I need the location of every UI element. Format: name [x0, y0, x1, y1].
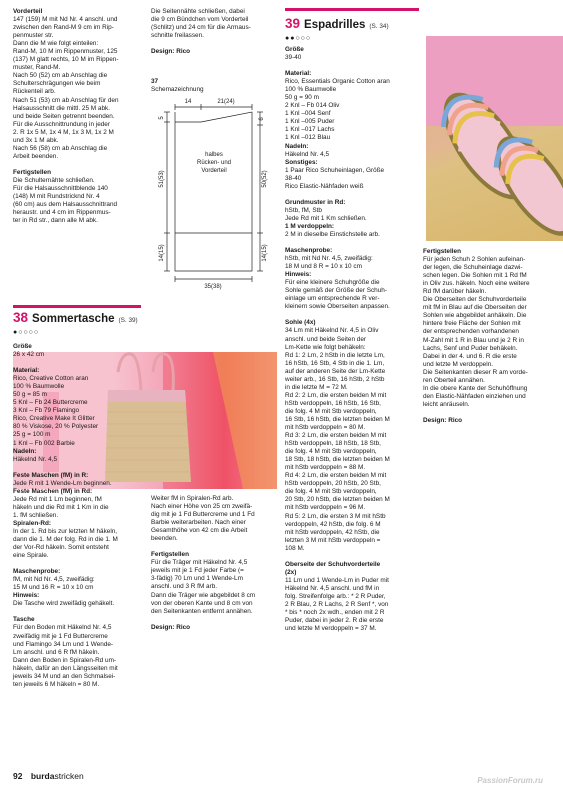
s39-vd-heading: 1 M verdoppeln:	[285, 222, 335, 230]
s38-fmrd-text: Jede Rd mit 1 Lm beginnen, fM häkeln und die Rd mit 1 Km in die 1. fM schließen.	[13, 495, 109, 519]
schema-number: 37	[151, 78, 159, 86]
vorderteil-text: 147 (159) M mit Nd Nr. 4 anschl. und zwischen den Rand-M 9 cm im Rip- penmuster str. Dann die M wie folgt einteilen: Rand-M, 10 M im Rippenmuster, 125 (137) M glatt rechts, 10 M im Rippen- muster, Rand-M. Nach 50 (52) cm ab Anschlag die Schulterschrägungen wie beim Rückenteil arb. Nach 51 (53) cm ab Anschlag für den Halsausschnitt die mittl. 25 M abk. und beide Seiten getrennt beenden. Für die Ausschnittrundung in jeder 2. R 1x 5 M, 1x 4 M, 1x 3 M, 1x 2 M und 3x 1 M abk. Nach 56 (58) cm ab Anschlag die Arbeit beenden.	[13, 16, 119, 160]
section-39-bar	[285, 8, 419, 11]
s38-hinweis-text: Die Tasche wird zweifädig gehäkelt.	[13, 600, 115, 608]
dim-left-small: 5	[159, 116, 165, 120]
s39-design: Design: Rico	[423, 416, 463, 424]
section-39-title: Espadrilles	[304, 19, 366, 31]
dim-left-main: 51(53)	[159, 170, 165, 188]
section-39-ref: (S. 34)	[369, 23, 389, 30]
s39-ober-heading: Oberseite der Schuhvorderteile (2x)	[285, 560, 381, 576]
s38-size-heading: Größe	[13, 343, 32, 350]
design-credit: Design: Rico	[151, 48, 191, 56]
s38-hinweis-heading: Hinweis:	[13, 592, 40, 600]
s39-material-heading: Material:	[285, 70, 312, 78]
s38-fertig-heading: Fertigstellen	[151, 551, 189, 559]
s39-material-text: Rico, Essentials Organic Cotton aran 100 % Baumwolle 50 g = 90 m 2 Knl – Fb 014 Oliv 1 Knl –004 Senf 1 Knl –005 Puder 1 Knl –017 Lachs 1 Knl –012 Blau	[285, 78, 390, 142]
s38-design: Design: Rico	[151, 623, 191, 631]
s39-probe-text: hStb, mit Nd Nr. 4,5, zweifädig: 18 M und 8 R = 10 x 10 cm	[285, 255, 373, 271]
s39-size-heading: Größe	[285, 46, 304, 53]
dim-top-b: 21(24)	[217, 99, 235, 105]
section-38-difficulty: ●○○○○	[13, 329, 40, 336]
schema-title: Schemazeichnung	[151, 86, 204, 94]
s38-weiter-text: Weiter fM in Spiralen-Rd arb. Nach einer Höhe von 25 cm zweifä- dig mit je 1 Fd Buttercreme und 1 Fd Barbie weiterarbeiten. Nach einer Gesamthöhe von 42 cm die Arbeit beenden.	[151, 495, 255, 543]
s39-size-text: 39-40	[285, 54, 302, 62]
s38-material-text: Rico, Creative Cotton aran 100 % Baumwolle 50 g = 85 m 5 Knl – Fb 24 Buttercreme 3 Knl – Fb 79 Flamingo Rico, Creative Make It Glitter 80 % Viskose, 20 % Polyester 25 g = 100 m 1 Knl – Fb 002 Barbie	[13, 375, 99, 447]
dim-bottom: 35(38)	[204, 284, 222, 290]
section-39-col3	[285, 17, 419, 633]
s39-grund-text: hStb, fM, Stb Jede Rd mit 1 Km schließen.	[285, 206, 367, 222]
section-38-title: Sommertasche	[32, 313, 115, 325]
page-footer	[13, 771, 84, 781]
s38-tasche-text: Für den Boden mit Häkelnd Nr. 4,5 zweifädig mit je 1 Fd Buttercreme und Flamingo 34 Lm und 1 Wende- Lm anschl. und 6 R fM häkeln. Dann den Boden in Spiralen-Rd um- häkeln, dafür an den Längsseiten mit jeweils 34 M und an den Schmalsei- ten jeweils 6 M häkeln = 80 M.	[13, 624, 118, 688]
schema-diagram	[151, 91, 277, 291]
espadrilles-illustration	[426, 36, 563, 241]
s38-nadeln-text: Häkelnd Nr. 4,5	[13, 455, 58, 463]
dim-top-a: 14	[184, 99, 192, 105]
watermark: PassionForum.ru	[477, 776, 543, 785]
section-38-number: 38	[13, 310, 29, 325]
s38-nadeln-heading: Nadeln:	[13, 447, 37, 455]
brand-bold: burda	[30, 771, 55, 781]
s38-fm-text: Jede R mit 1 Wende-Lm beginnen.	[13, 479, 112, 487]
s39-sohle-heading: Sohle (4x)	[285, 319, 316, 327]
s39-sonst-text: 1 Paar Rico Schuheinlagen, Größe 38-40 Rico Elastic-Nähfaden weiß	[285, 166, 385, 190]
dim-top-c: 6	[259, 117, 265, 121]
fertigstellen-heading: Fertigstellen	[13, 168, 51, 176]
section-39-col4	[423, 248, 551, 425]
s38-spiral-heading: Spiralen-Rd:	[13, 519, 51, 527]
section-39-difficulty: ●●○○○	[285, 35, 312, 42]
s38-spiral-text: In der 1. Rd bis zur letzten M häkeln, dann die 1. M der folg. Rd in die 1. M der Vor-Rd häkeln. Somit entsteht eine Spirale.	[13, 527, 118, 560]
section-39-number: 39	[285, 16, 301, 31]
s39-vd-text: 2 M in dieselbe Einstichstelle arb.	[285, 230, 380, 238]
brand-rest: stricken	[54, 771, 84, 781]
dim-right-main: 50(52)	[262, 170, 268, 188]
dim-right-bottom: 14(15)	[262, 244, 268, 262]
vorderteil-heading: Vorderteil	[13, 8, 43, 15]
s38-probe-text: fM, mit Nd Nr. 4,5, zweifädig: 15 M und 16 R = 10 x 10 cm	[13, 576, 95, 592]
section-38-col2	[151, 495, 276, 632]
s39-probe-heading: Maschenprobe:	[285, 247, 333, 255]
diagram-center-label: halbes Rücken- und Vorderteil	[196, 152, 232, 174]
s39-nadeln-heading: Nadeln:	[285, 142, 309, 150]
s39-grund-heading: Grundmuster in Rd:	[285, 198, 346, 206]
s39-ober-text: 11 Lm und 1 Wende-Lm in Puder mit Häkelnd Nr. 4,5 anschl. und fM in folg. Streifenfolge arb.: * 2 R Puder, 2 R Blau, 2 R Lachs, 2 R Senf *, von * bis * noch 2x wdh., enden mit 2 R Puder, dabei in jeder 2. R die erste und letzte M verdoppeln = 37 M.	[285, 576, 389, 633]
section-38-bar	[13, 305, 141, 308]
column-2-top	[151, 8, 276, 94]
espadrilles-photo	[426, 36, 563, 241]
s39-sohle-text: 34 Lm mit Häkelnd Nr. 4,5 in Oliv anschl. und beide Seiten der Lm-Kette wie folgt behäkeln: Rd 1: 2 Lm, 2 hStb in die letzte Lm, 16 hStb, 16 Stb, 4 Stb in die 1. Lm, auf der anderen Seite der Lm-Kette weiter arb., 16 Stb, 16 hStb, 2 hStb in die letzte M = 72 M. Rd 2: 2 Lm, die ersten beiden M mit hStb verdoppeln, 16 hStb, 16 Stb, die folg. 4 M mit Stb verdoppeln, 16 Stb, 16 hStb, die letzten beiden M mit hStb verdoppeln = 80 M. Rd 3: 2 Lm, die ersten beiden M mit hStb verdoppeln, 18 hStb, 18 Stb, die folg. 4 M mit Stb verdoppeln, 18 Stb, 18 hStb, die letzten beiden M mit hStb verdoppeln = 88 M. Rd 4: 2 Lm, die ersten beiden M mit hStb verdoppeln, 20 hStb, 20 Stb, die folg. 4 M mit Stb verdoppeln, 20 Stb, 20 hStb, die letzten beiden M mit hStb verdoppeln = 96 M. Rd 5: 2 Lm, die ersten 3 M mit hStb verdoppeln, 42 hStb, die folg. 6 M mit hStb verdoppeln, 42 hStb, die letzten 3 M mit hStb verdoppeln = 108 M.	[285, 327, 390, 552]
garment-outline	[175, 112, 252, 271]
s38-fmrd-heading: Feste Maschen (fM) in Rd:	[13, 487, 93, 495]
section-38-col1	[13, 343, 141, 689]
s39-hinweis-text: Für eine kleinere Schuhgröße die Sohle gemäß der Größe der Schuh- einlage um entsprechende R ver- kleinern sowie Oberseiten anpassen.	[285, 279, 390, 311]
s39-hinweis-heading: Hinweis:	[285, 271, 312, 279]
s38-tasche-heading: Tasche	[13, 616, 35, 624]
fertigstellen-text: Die Schulternähte schließen. Für die Halsausschnittblende 140 (148) M mit Rundstricknd Nr. 4 (60 cm) aus dem Halsausschnittrand heraustr. und 4 cm im Rippenmus- ter in Rd str., dann alle M abk.	[13, 176, 118, 225]
s38-probe-heading: Maschenprobe:	[13, 568, 61, 576]
s39-fertig-text: Für jeden Schuh 2 Sohlen aufeinan- der legen, die Schuheinlage dazwi- schen legen. Die Sohlen mit 1 Rd fM in Oliv zus. häkeln. Noch eine weitere Rd fM darüber häkeln. Die Oberseiten der Schuhvorderteile mit fM in Blau auf die Oberseiten der Sohlen wie abgebildet anhäkeln. Die hintere freie Fläche der Sohlen mit der entsprechenden vorhandenen M-Zahl mit 1 R in Blau und je 2 R in Lachs, Senf und Puder behäkeln. Dabei in der 4. und 6. R die erste und letzte M verdoppeln. Die Seitenkanten dieser R am vorde- ren Oberteil annähen. In die obere Kante der Schuhöffnung den Elastic-Nähfaden einziehen und leicht anräuseln.	[423, 256, 530, 408]
section-38-header	[13, 311, 141, 340]
s39-nadeln-text: Häkelnd Nr. 4,5	[285, 150, 330, 158]
schema-svg	[151, 91, 277, 291]
s38-fm-heading: Feste Maschen (fM) in R:	[13, 471, 89, 479]
dim-left-bottom: 14(15)	[159, 244, 165, 262]
seitennaehte-text: Die Seitennähte schließen, dabei die 9 cm Bündchen vom Vorderteil (Schlitz) und 24 cm für die Armaus- schnitte freilassen.	[151, 8, 251, 40]
section-38-ref: (S. 39)	[118, 317, 138, 324]
s38-material-heading: Material:	[13, 367, 40, 375]
column-1-top	[13, 8, 141, 225]
s38-size-text: 26 x 42 cm	[13, 351, 45, 359]
s38-fertig-text: Für die Träger mit Häkelnd Nr. 4,5 jeweils mit je 1 Fd jeder Farbe (= 3-fädig) 70 Lm und 1 Wende-Lm anschl. und 3 R fM arb. Dann die Träger wie abgebildet 8 cm von der oberen Kante und 8 cm von den Seitenkanten entfernt annähen.	[151, 559, 256, 615]
s39-sonst-heading: Sonstiges:	[285, 158, 318, 166]
page-number: 92	[13, 771, 23, 781]
s39-fertig-heading: Fertigstellen	[423, 248, 461, 255]
